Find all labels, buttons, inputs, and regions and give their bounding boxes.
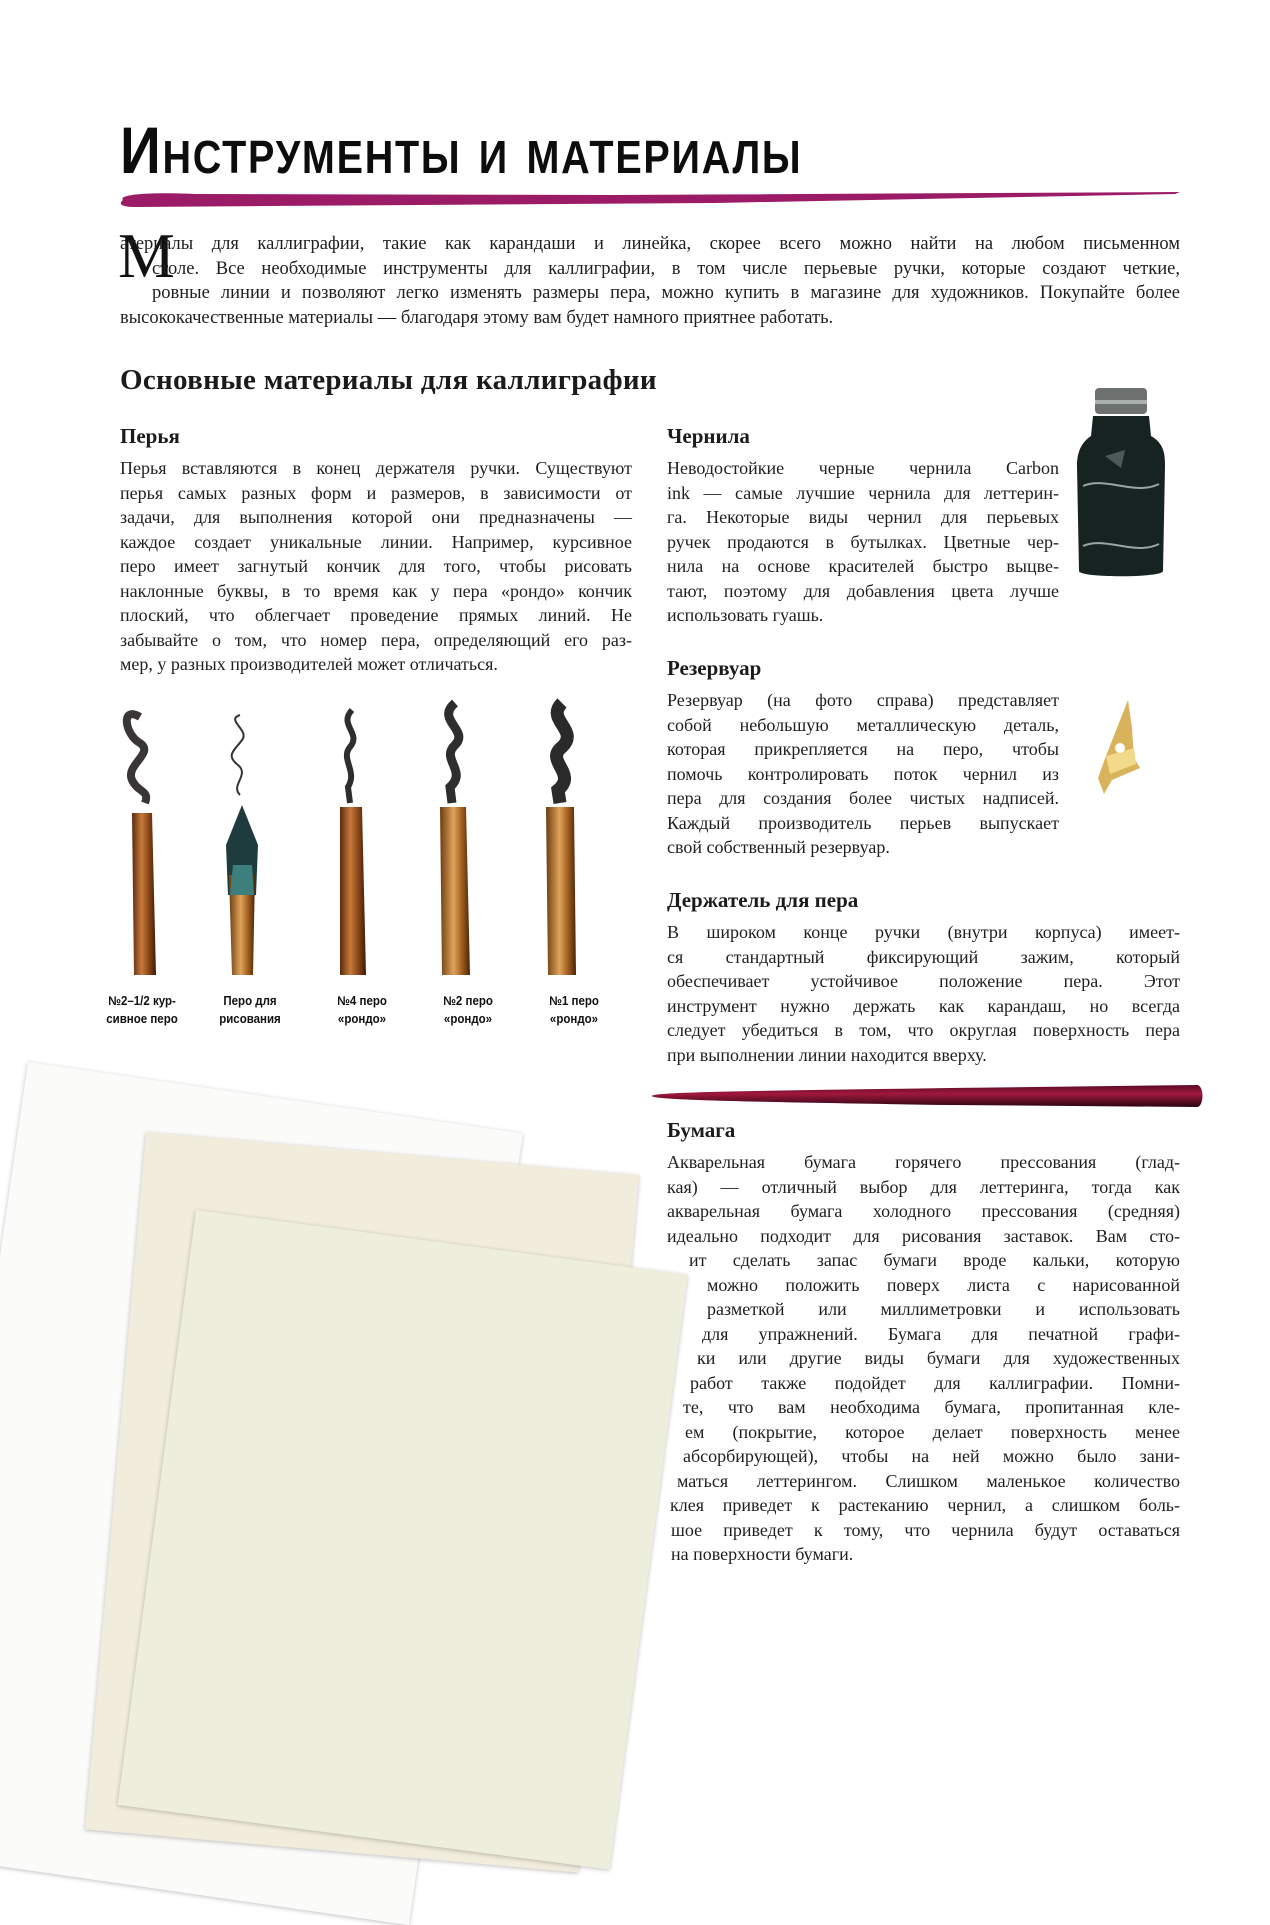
nib-roundhand-1 [546, 703, 576, 975]
nib-caption-line: сивное перо [106, 1012, 178, 1026]
text-line: абсорбирующей), чтобы на ней можно было зани- [683, 1446, 1180, 1466]
text-line: Акварельная бумага горячего прессования (глад- [667, 1152, 1180, 1172]
text-line: клея приведет к растеканию чернил, а слишком боль- [670, 1495, 1180, 1515]
heading-paper: Бумага [667, 1118, 736, 1142]
text-line: Перья вставляются в конец держателя ручки. Существуют [120, 458, 632, 478]
heading-nibs: Перья [120, 424, 180, 448]
text-line: перо имеет загнутый кончик для того, чтобы рисовать [120, 556, 632, 576]
text-line: столе. Все необходимые инструменты для каллиграфии, в том числе перьевые ручки, которые создают четкие, [152, 258, 1180, 279]
text-line: га. Некоторые виды чернил для перьевых [667, 507, 1059, 527]
text-line: шое приведет к тому, что чернила будут оставаться [671, 1519, 1180, 1540]
ink-paragraph [667, 456, 1059, 628]
nib-caption-line: «рондо» [443, 1012, 493, 1026]
text-line: ink — самые лучшие чернила для леттерин- [667, 482, 1059, 503]
text-line: использовать гуашь. [667, 605, 824, 625]
text-line: перья самых разных форм и размеров, в зависимости от [120, 482, 632, 503]
nibs-paragraph [120, 456, 632, 677]
text-line: наклонные буквы, в то время как у пера «рондо» кончик [120, 580, 632, 601]
text-line: маться леттерингом. Слишком маленькое количество [677, 1470, 1180, 1491]
nib-caption-line: №2 перо [443, 994, 493, 1008]
heading-ink: Чернила [667, 424, 750, 448]
text-line: мер, у разных производителей может отличаться. [120, 654, 498, 674]
nib-caption [91, 992, 192, 1028]
text-line: ем (покрытие, которое делает поверхность менее [685, 1421, 1180, 1442]
nib-roundhand-4 [340, 710, 366, 975]
text-line: плоский, что облегчает проведение прямых линий. Не [120, 605, 632, 625]
text-line: на поверхности бумаги. [671, 1544, 854, 1564]
nib-caption [311, 992, 412, 1028]
nib-caption [417, 992, 518, 1028]
reservoir-paragraph [667, 688, 1059, 860]
text-line: обеспечивает устойчивое положение пера. Этот [667, 971, 1180, 991]
pen-holder-image [650, 1080, 1205, 1112]
text-line: забывайте о том, что номер пера, определяющий его раз- [120, 629, 632, 650]
text-line: нила на основе красителей быстро выцве- [667, 556, 1059, 576]
text-line: Каждый производитель перьев выпускает [667, 812, 1059, 833]
nibs-illustration [100, 695, 660, 980]
text-line: для упражнений. Бумага для печатной графи- [702, 1323, 1180, 1344]
nib-caption [523, 992, 624, 1028]
nib-italic [127, 714, 156, 975]
text-line: пера для создания более чистых надписей. [667, 788, 1059, 808]
decorative-brush-stroke [115, 188, 1185, 210]
text-line: можно положить поверх листа с нарисованной [707, 1274, 1180, 1295]
text-line: высококачественные материалы — благодаря этому вам будет намного приятнее работать. [120, 307, 834, 328]
heading-reservoir: Резервуар [667, 656, 762, 680]
section-heading: Основные материалы для каллиграфии [120, 364, 657, 396]
text-line: Резервуар (на фото справа) представляет [667, 690, 1059, 710]
text-line: задачи, для выполнения которой они предназначены — [120, 507, 632, 527]
text-line: ровные линии и позволяют легко изменять размеры пера, можно купить в магазине для художников. Покупайте более [152, 283, 1180, 303]
intro-paragraph [120, 232, 1180, 330]
text-line: ся стандартный фиксирующий зажим, который [667, 946, 1180, 967]
heading-pen-holder: Держатель для пера [667, 888, 859, 912]
nib-caption-line: №2–1/2 кур- [108, 994, 176, 1008]
nib-caption-line: «рондо» [549, 1012, 599, 1026]
text-line: ит сделать запас бумаги вроде кальки, которую [689, 1250, 1180, 1270]
text-line: следует убедиться в том, что округлая поверхность пера [667, 1020, 1180, 1040]
text-line: которая прикрепляется на перо, чтобы [667, 739, 1059, 759]
text-line: тают, поэтому для добавления цвета лучше [667, 580, 1059, 601]
text-line: инструмент нужно держать как карандаш, но всегда [667, 995, 1180, 1016]
text-line: Неводостойкие черные чернила Carbon [667, 458, 1059, 478]
nib-caption-line: №1 перо [549, 994, 599, 1008]
text-line: кая) — отличный выбор для леттеринга, тогда как [667, 1176, 1180, 1197]
text-line: В широком конце ручки (внутри корпуса) имеет- [667, 922, 1180, 942]
text-line: ки или другие виды бумаги для художественных [697, 1348, 1180, 1368]
nib-caption-line: Перо для [223, 994, 277, 1008]
nib-drawing [226, 715, 258, 975]
text-line: идеально подходит для рисования заставок. Вам сто- [667, 1225, 1180, 1246]
text-line: свой собственный резервуар. [667, 837, 890, 857]
ink-bottle-image [1075, 386, 1167, 582]
paper-paragraph [667, 1150, 1180, 1567]
text-line: помочь контролировать поток чернил из [667, 763, 1059, 784]
nib-caption-line: «рондо» [337, 1012, 387, 1026]
nib-caption-line: рисования [219, 1012, 281, 1026]
pen-holder-paragraph [667, 920, 1180, 1067]
text-line: акварельная бумага холодного прессования (средняя) [667, 1201, 1180, 1221]
text-line: при выполнении линии находится вверху. [667, 1044, 987, 1065]
paper-sheet-ivory [118, 1210, 688, 1870]
nib-caption [199, 992, 300, 1028]
text-line: те, что вам необходима бумага, пропитанная кле- [683, 1397, 1180, 1417]
reservoir-image [1090, 698, 1150, 798]
text-line: ручек продаются в бутылках. Цветные чер- [667, 531, 1059, 552]
text-line: работ также подойдет для каллиграфии. Помни- [690, 1372, 1180, 1393]
page-title: Инструменты и материалы [120, 113, 803, 187]
text-line: разметкой или миллиметровки и использовать [707, 1299, 1180, 1319]
drop-cap: М [118, 220, 175, 291]
text-line: собой небольшую металлическую деталь, [667, 714, 1059, 735]
nib-roundhand-2 [440, 703, 470, 975]
text-line: каждое создает уникальные линии. Например, курсивное [120, 531, 632, 552]
nib-caption-line: №4 перо [337, 994, 387, 1008]
text-line: атериалы для каллиграфии, такие как карандаши и линейка, скорее всего можно найти на любом письменном [120, 234, 1180, 254]
